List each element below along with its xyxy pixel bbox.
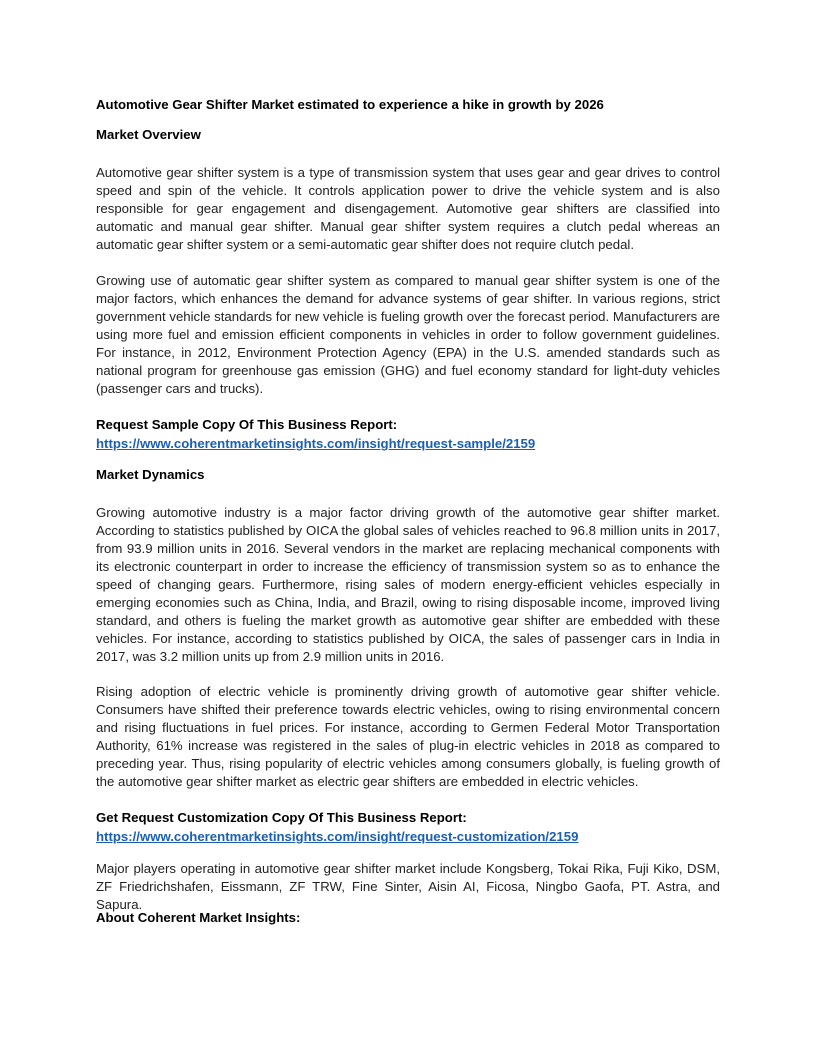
request-sample-link[interactable]: https://www.coherentmarketinsights.com/insight/request-sample/2159 <box>96 436 536 451</box>
request-customization-link[interactable]: https://www.coherentmarketinsights.com/insight/request-customization/2159 <box>96 829 579 844</box>
heading-market-dynamics: Market Dynamics <box>96 467 205 482</box>
heading-about: About Coherent Market Insights: <box>96 910 301 925</box>
heading-market-overview: Market Overview <box>96 127 201 142</box>
dynamics-paragraph-1: Growing automotive industry is a major factor driving growth of the automotive gear shifter market. According to statistics published by OICA the global sales of vehicles reached to 96.8 million units in 2017, from 93.9 million units in 2016. Several vendors in the market are replacing mechanical components with its electronic counterpart in order to increase the efficiency of transmission system so as to enhance the speed of changing gears. Furthermore, rising sales of modern energy-efficient vehicles especially in emerging economies such as China, India, and Brazil, owing to rising disposable income, improved living standard, and others is fueling the market growth as automotive gear shifter are embedded with these vehicles. For instance, according to statistics published by OICA, the sales of passenger cars in India in 2017, was 3.2 million units up from 2.9 million units in 2016. <box>96 505 720 664</box>
request-customization-label: Get Request Customization Copy Of This Business Report: <box>96 810 467 825</box>
major-players-paragraph: Major players operating in automotive gear shifter market include Kongsberg, Tokai Rika, Fuji Kiko, DSM, ZF Friedrichshafen, Eissmann, ZF TRW, Fine Sinter, Aisin AI, Ficosa, Ningbo Gaofa, PT. Astra, and Sapura. <box>96 861 720 912</box>
document-title: Automotive Gear Shifter Market estimated to experience a hike in growth by 2026 <box>96 97 604 112</box>
overview-paragraph-1: Automotive gear shifter system is a type of transmission system that uses gear and gear drives to control speed and spin of the vehicle. It controls application power to drive the vehicle system and is also responsible for gear engagement and disengagement. Automotive gear shifters are classified into automatic and manual gear shifter. Manual gear shifter system requires a clutch pedal whereas an automatic gear shifter system or a semi-automatic gear shifter does not require clutch pedal. <box>96 165 720 252</box>
request-sample-label: Request Sample Copy Of This Business Report: <box>96 417 398 432</box>
dynamics-paragraph-2: Rising adoption of electric vehicle is prominently driving growth of automotive gear shifter vehicle. Consumers have shifted their preference towards electric vehicles, owing to rising environmental concern and rising fluctuations in fuel prices. For instance, according to Germen Federal Motor Transportation Authority, 61% increase was registered in the sales of plug-in electric vehicles in 2018 as compared to preceding year. Thus, rising popularity of electric vehicles among consumers globally, is fueling growth of the automotive gear shifter market as electric gear shifters are embedded in electric vehicles. <box>96 684 720 789</box>
overview-paragraph-2: Growing use of automatic gear shifter system as compared to manual gear shifter system is one of the major factors, which enhances the demand for advance systems of gear shifter. In various regions, strict government vehicle standards for new vehicle is fueling growth over the forecast period. Manufacturers are using more fuel and emission efficient components in vehicles in order to follow government guidelines. For instance, in 2012, Environment Protection Agency (EPA) in the U.S. amended standards such as national program for greenhouse gas emission (GHG) and fuel economy standard for light-duty vehicles (passenger cars and trucks). <box>96 273 720 396</box>
